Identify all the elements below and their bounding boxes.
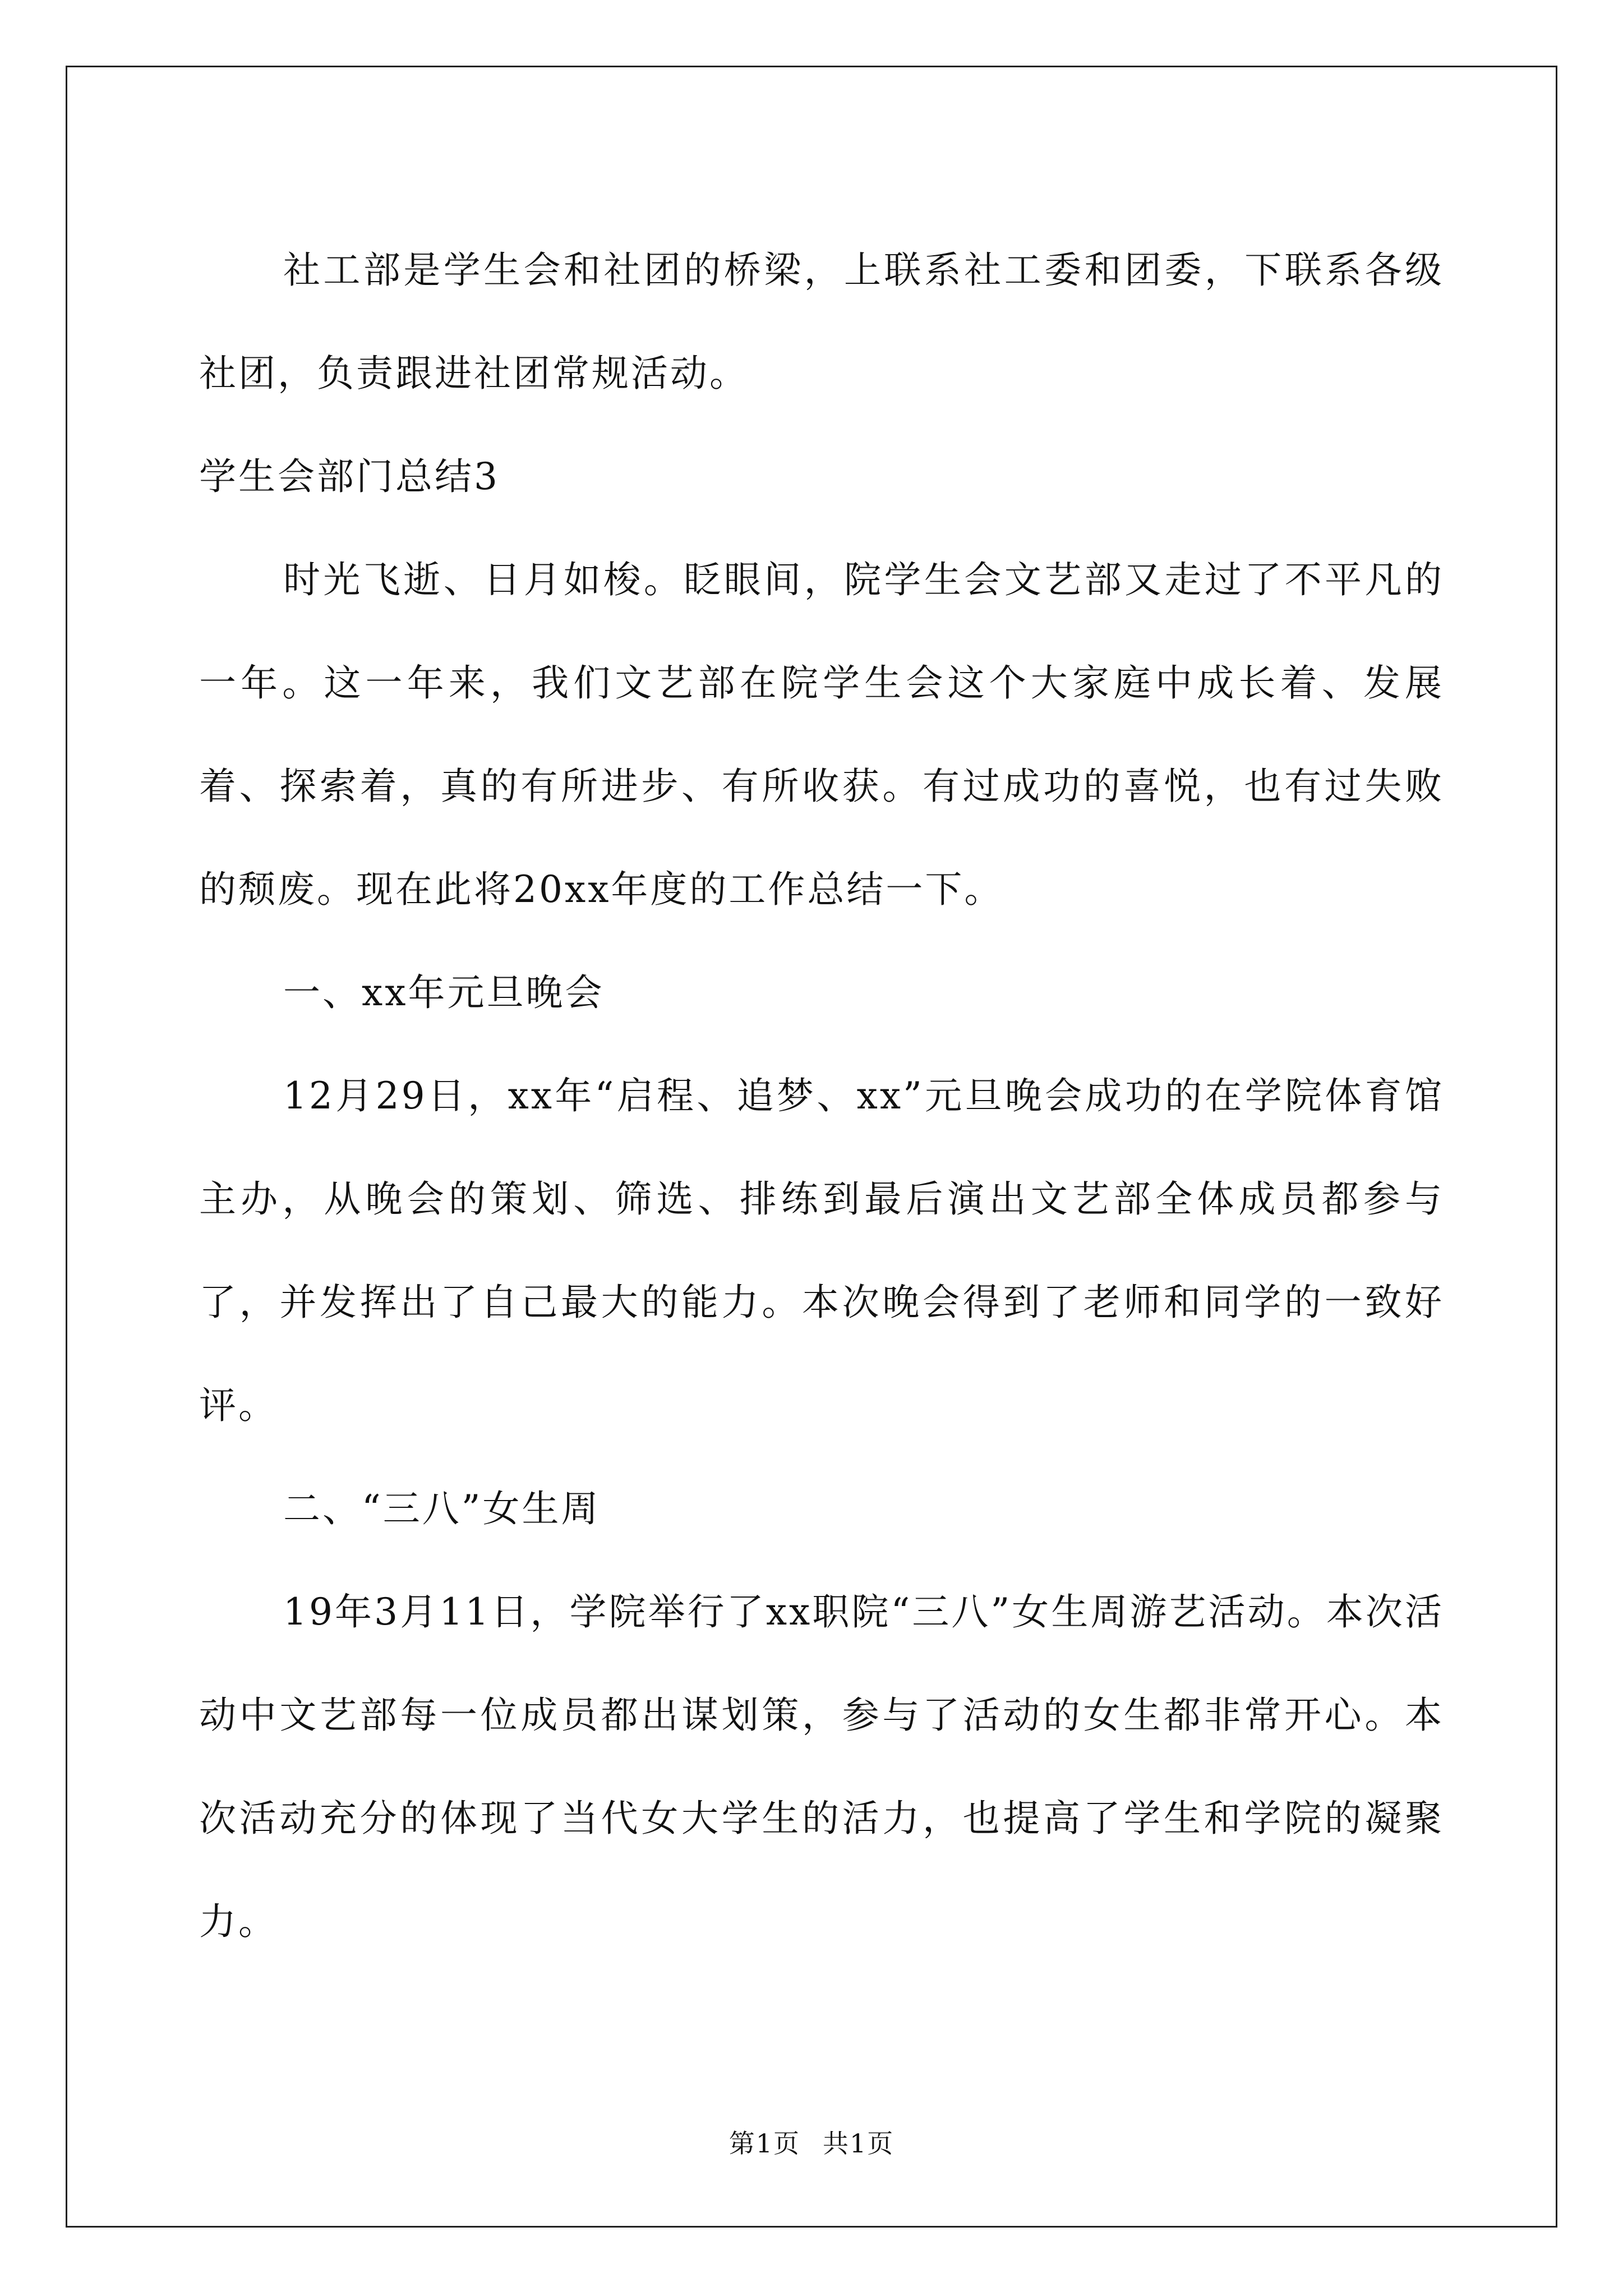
subheading-new-year-gala: 一、xx年元旦晚会 — [283, 971, 605, 1014]
document-body — [199, 219, 1444, 1973]
page-total: 共1页 — [823, 2128, 895, 2159]
paragraph-intro: 社工部是学生会和社团的桥梁，上联系社工委和团委，下联系各级社团，负责跟进社团常规活动。 — [199, 249, 1444, 395]
subheading-womens-week: 二、“三八”女生周 — [283, 1487, 601, 1530]
paragraph-new-year-gala: 12月29日，xx年“启程、追梦、xx”元旦晚会成功的在学院体育馆主办，从晚会的策划、筛选、排练到最后演出文艺部全体成员都参与了，并发挥出了自己最大的能力。本次晚会得到了老师和同学的一致好评。 — [199, 1074, 1444, 1427]
section-title: 学生会部门总结3 — [199, 455, 500, 498]
paragraph-opening: 时光飞逝、日月如梭。眨眼间，院学生会文艺部又走过了不平凡的一年。这一年来，我们文艺部在院学生会这个大家庭中成长着、发展着、探索着，真的有所进步、有所收获。有过成功的喜悦，也有过失败的颓废。现在此将20xx年度的工作总结一下。 — [199, 558, 1444, 911]
page-footer — [0, 2123, 1623, 2160]
paragraph-womens-week: 19年3月11日，学院举行了xx职院“三八”女生周游艺活动。本次活动中文艺部每一位成员都出谋划策，参与了活动的女生都非常开心。本次活动充分的体现了当代女大学生的活力，也提高了学生和学院的凝聚力。 — [199, 1590, 1444, 1943]
page-number: 第1页 — [728, 2128, 800, 2159]
